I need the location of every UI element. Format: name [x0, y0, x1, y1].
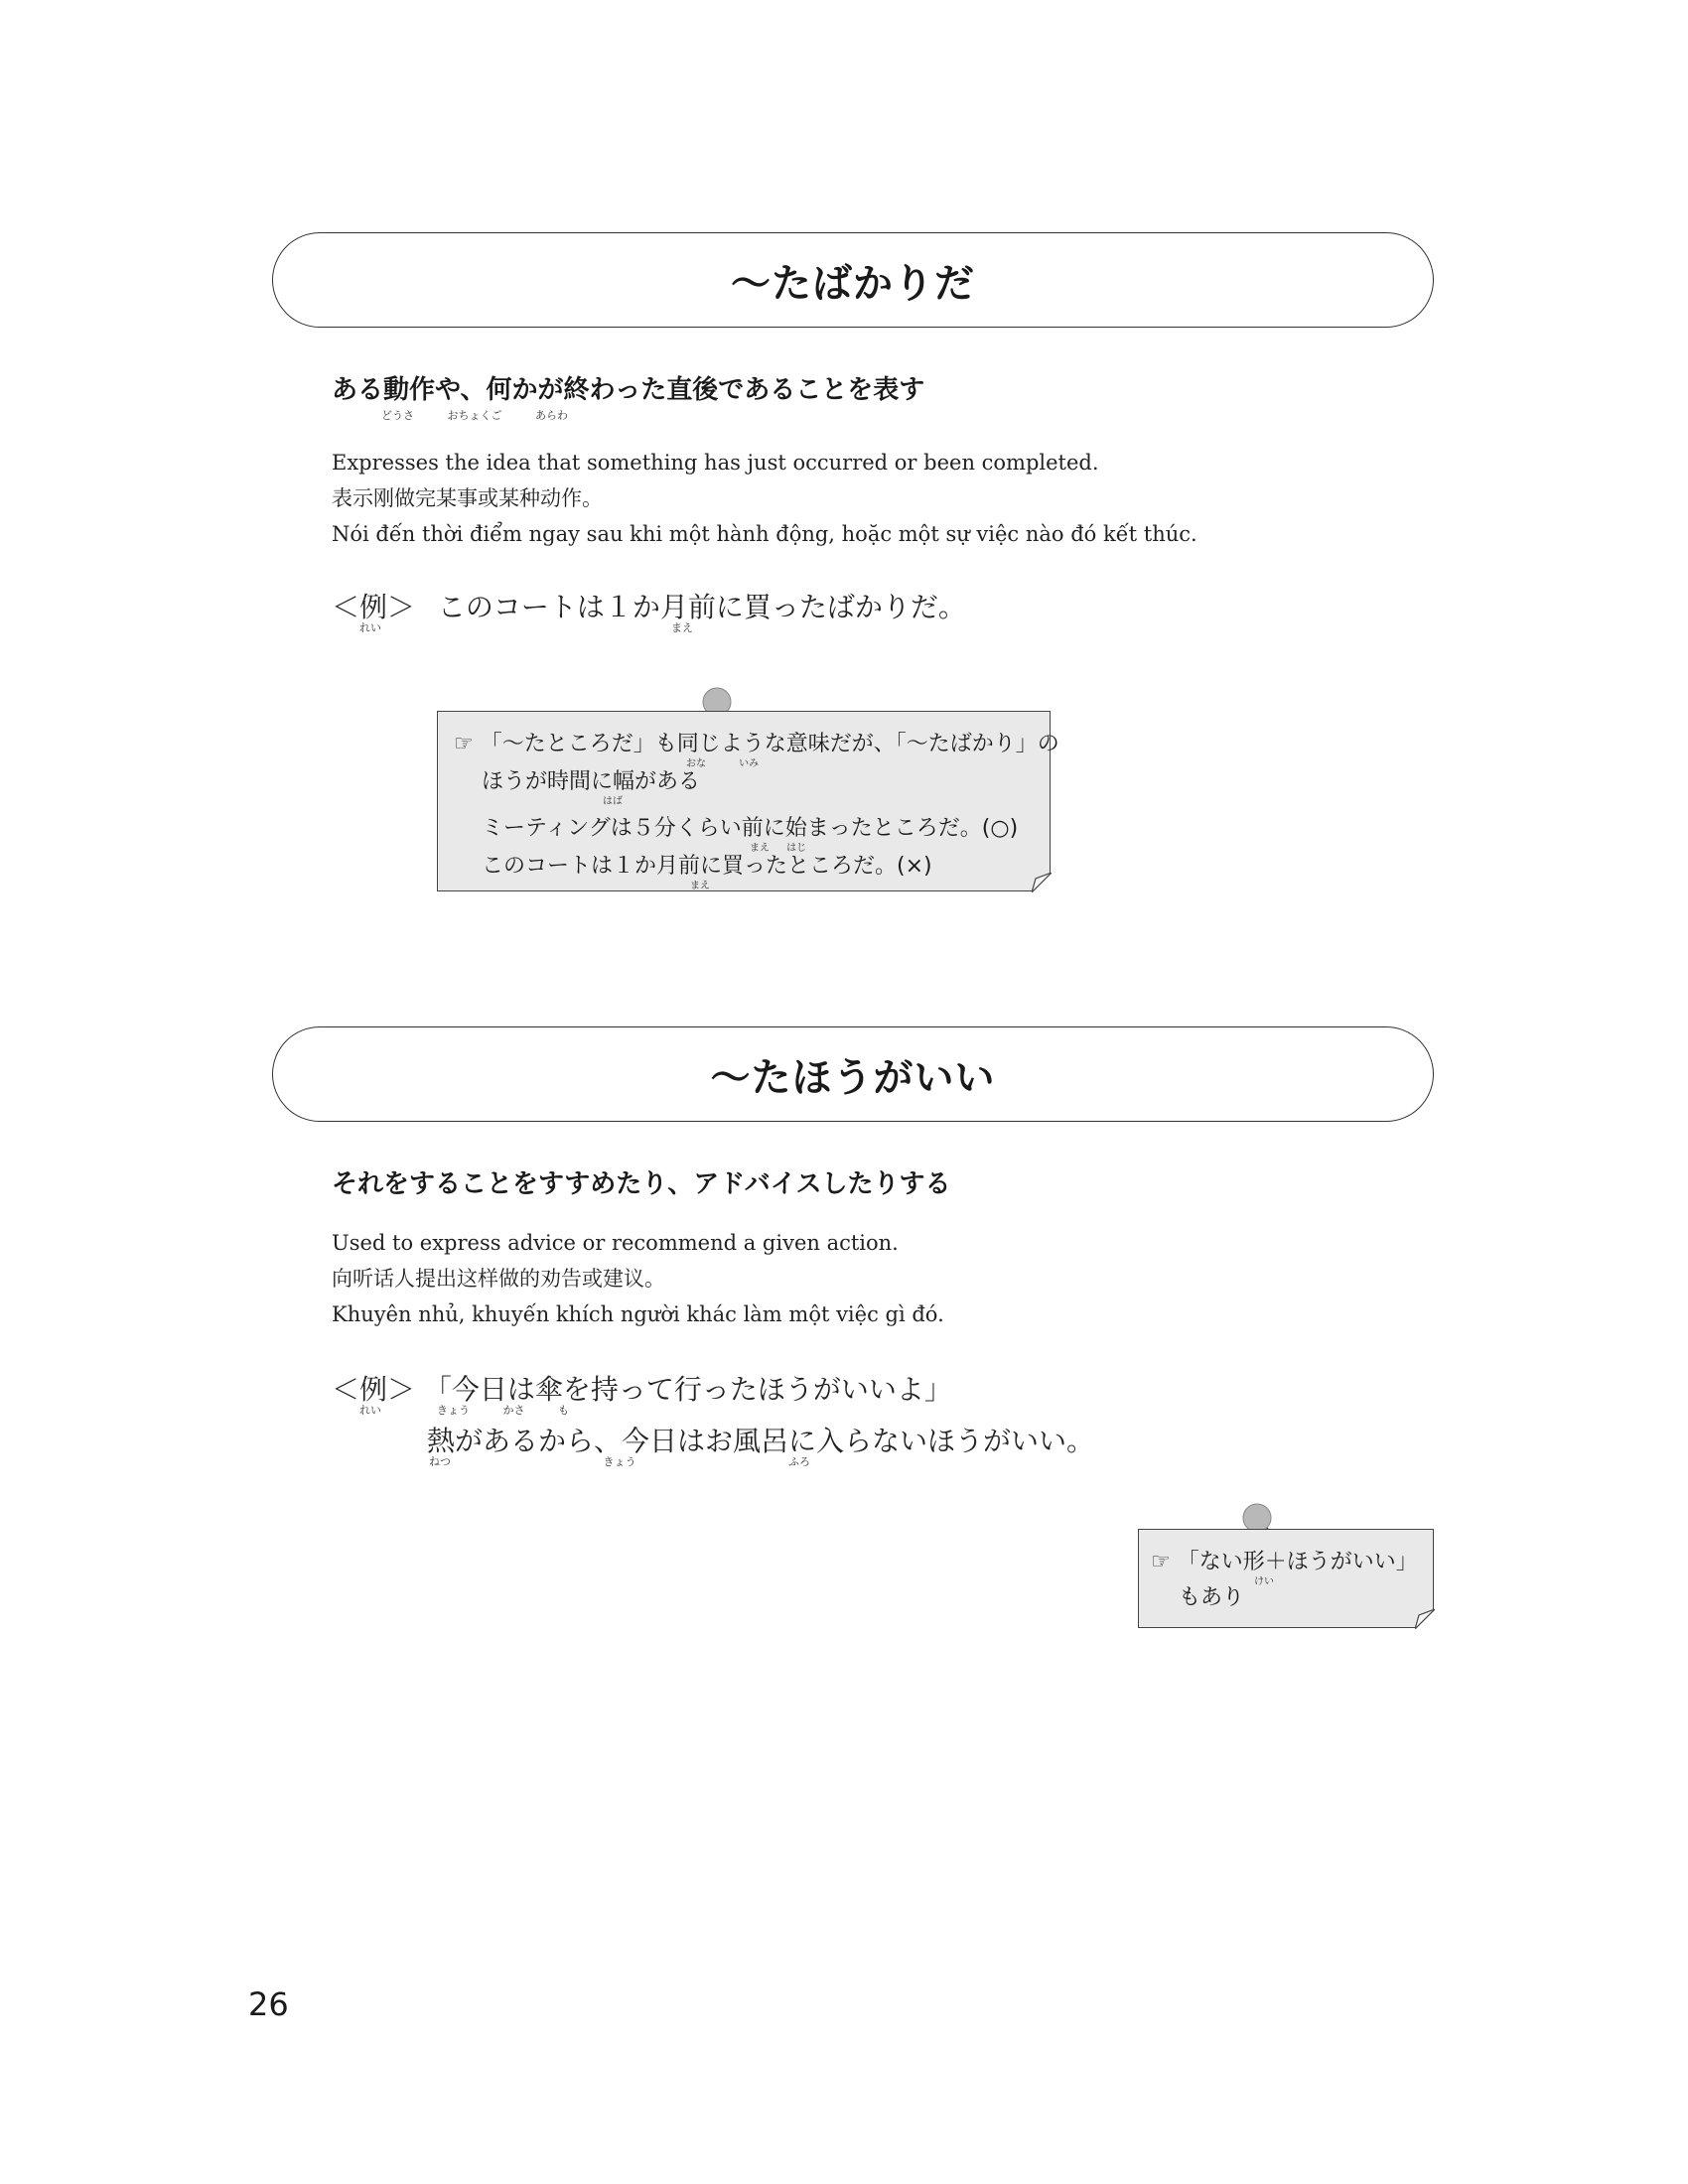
section-1-note	[437, 711, 1059, 892]
section-1-subtitle-furigana: どうさ おちょくご あらわ	[381, 409, 568, 422]
section-1-subtitle	[332, 375, 925, 422]
page-number: 26	[248, 1985, 289, 2023]
note-marker-icon: ☞	[1151, 1550, 1171, 1574]
note-line	[454, 769, 1034, 808]
example-label: ＜例＞	[332, 591, 416, 623]
section-1-desc-en: Expresses the idea that something has just occurred or been completed.	[332, 451, 1099, 475]
section-1-heading: 〜たばかりだ	[731, 260, 975, 307]
section-2-desc-vi: Khuyên nhủ, khuyến khích người khác làm một việc gì đó.	[332, 1302, 944, 1326]
note-text: ほうが時間に幅がある	[482, 769, 701, 795]
section-1-examples	[332, 586, 966, 637]
section-1-description	[332, 445, 1197, 552]
note-furigana: まえ	[690, 881, 710, 892]
example-furigana: きょう かさ も	[437, 1404, 569, 1417]
page-curl-icon	[1415, 1609, 1435, 1629]
section-1-heading-box	[272, 232, 1434, 328]
section-2-desc-zh: 向听话人提出这样做的劝告或建议。	[332, 1267, 665, 1291]
section-1-subtitle-text: ある動作や、何かが終わった直後であることを表す	[332, 375, 925, 405]
note-line	[454, 815, 1034, 854]
example-sentence: 熱があるから、今日はお風呂に入らないほうがいい。	[427, 1425, 1095, 1457]
section-2-heading: 〜たほうがいい	[710, 1054, 996, 1101]
note-line	[454, 854, 1034, 892]
section-2-subtitle	[332, 1169, 950, 1200]
note-furigana: まえ はじ	[750, 842, 807, 854]
note-line	[1151, 1585, 1423, 1611]
section-1-desc-vi: Nói đến thời điểm ngay sau khi một hành động, hoặc một sự việc nào đó kết thúc.	[332, 522, 1197, 546]
note-text: 「〜たところだ」も同じような意味だが、「〜たばかり」の	[480, 732, 1059, 756]
section-2-note	[1138, 1529, 1434, 1628]
section-2-desc-en: Used to express advice or recommend a given action.	[332, 1231, 899, 1255]
page-curl-icon	[1032, 873, 1052, 892]
note-text: 「ない形＋ほうがいい」	[1177, 1550, 1418, 1574]
example-sentence: 「今日は傘を持って行ったほうがいいよ」	[423, 1373, 952, 1406]
example-furigana: ねつ きょう ふろ	[429, 1455, 810, 1468]
example-label: ＜例＞	[332, 1373, 416, 1406]
example-line	[332, 1420, 1094, 1471]
note-marker-icon: ☞	[454, 732, 474, 756]
note-furigana: おな いみ	[686, 758, 760, 769]
note-text: ミーティングは５分くらい前に始まったところだ。(○)	[482, 815, 1019, 841]
section-2-examples	[332, 1368, 1094, 1471]
section-1-desc-zh: 表示刚做完某事或某种动作。	[332, 486, 603, 510]
note-text: もあり	[1179, 1585, 1245, 1611]
note-line	[454, 732, 1059, 769]
example-label-furigana: れい	[359, 1404, 381, 1417]
section-2-subtitle-text: それをすることをすすめたり、アドバイスしたりする	[332, 1169, 951, 1199]
section-2-description	[332, 1225, 944, 1332]
example-label-furigana: れい	[359, 621, 381, 634]
note-text: このコートは１か月前に買ったところだ。(×)	[482, 854, 932, 880]
note-line	[1151, 1550, 1423, 1587]
example-line	[332, 1368, 1094, 1420]
section-2-heading-box	[272, 1026, 1434, 1122]
example-line	[332, 586, 966, 637]
example-sentence: このコートは１か月前に買ったばかりだ。	[437, 591, 966, 623]
note-furigana: はば	[603, 796, 623, 808]
example-furigana: まえ	[671, 621, 693, 634]
note-furigana: けい	[1254, 1576, 1274, 1587]
